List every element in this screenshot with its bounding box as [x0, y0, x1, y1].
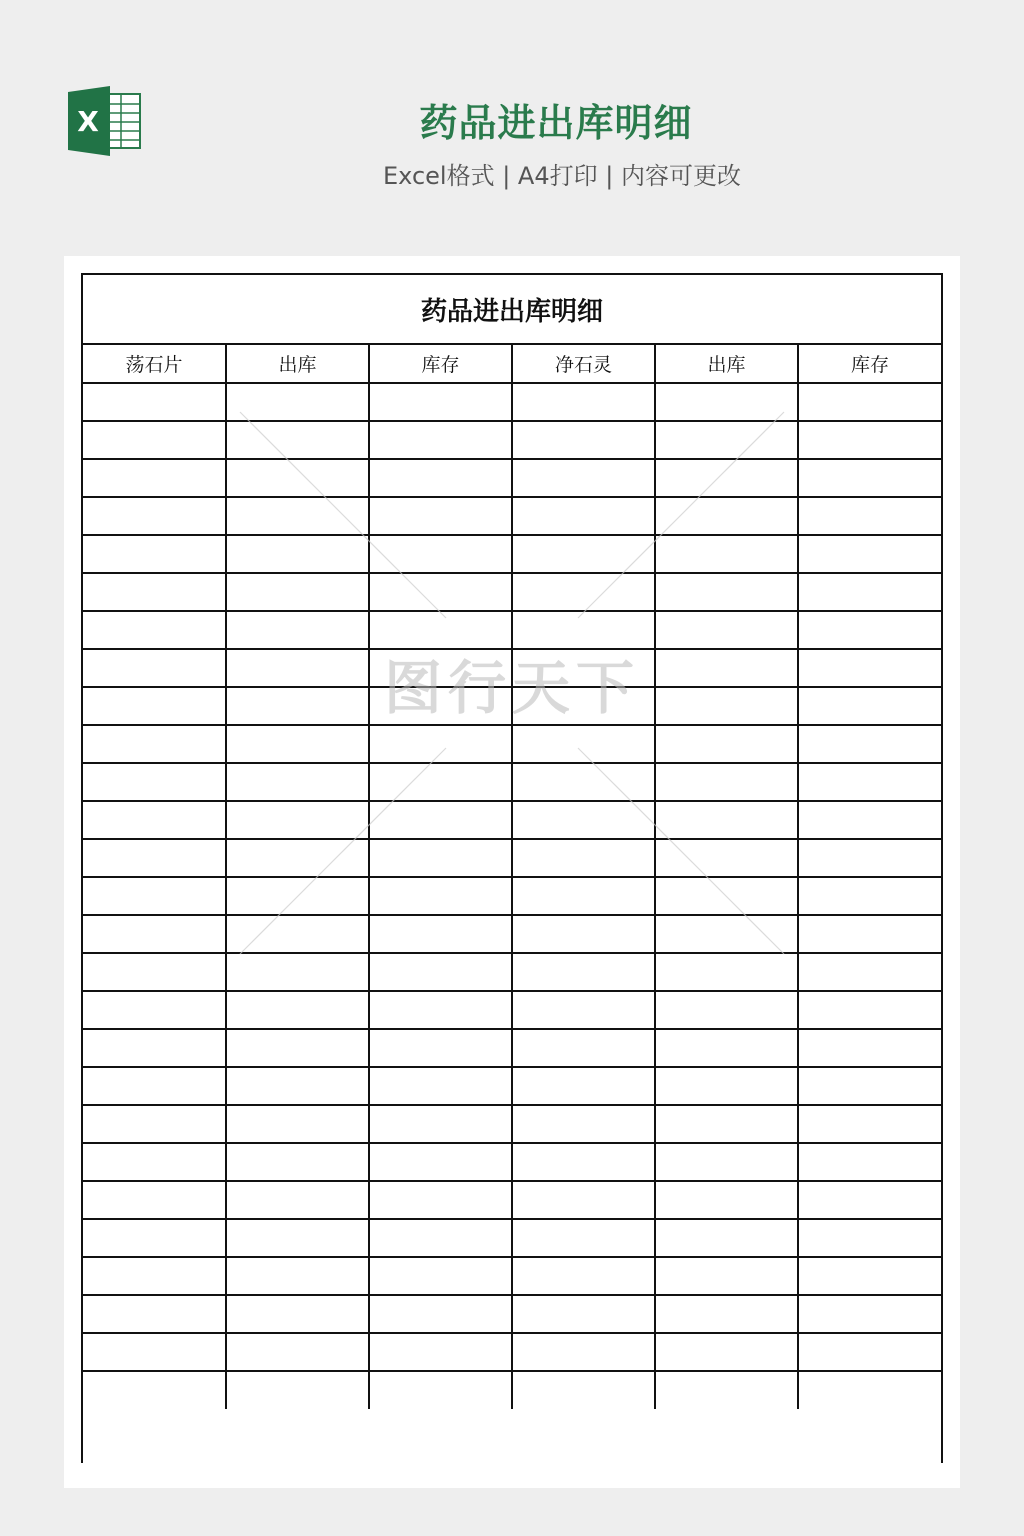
table-cell[interactable] [655, 1105, 798, 1143]
table-cell[interactable] [226, 611, 369, 649]
table-cell[interactable] [369, 497, 512, 535]
table-row [83, 421, 941, 459]
column-header: 库存 [369, 345, 512, 383]
watermark-text: 图行天下 [383, 654, 641, 722]
table-cell[interactable] [798, 1067, 941, 1105]
table-cell[interactable] [655, 611, 798, 649]
table-cell[interactable] [512, 991, 655, 1029]
table-row [83, 877, 941, 915]
table-cell[interactable] [512, 801, 655, 839]
table-cell[interactable] [512, 1067, 655, 1105]
table-cell[interactable] [655, 1295, 798, 1333]
table-cell[interactable] [226, 497, 369, 535]
table-cell[interactable] [369, 801, 512, 839]
table-cell[interactable] [83, 877, 226, 915]
table-cell[interactable] [655, 1333, 798, 1371]
table-row [83, 1295, 941, 1333]
column-header: 出库 [655, 345, 798, 383]
table-cell[interactable] [226, 1219, 369, 1257]
table-cell[interactable] [655, 915, 798, 953]
table-cell[interactable] [655, 1029, 798, 1067]
table-cell[interactable] [798, 915, 941, 953]
table-cell[interactable] [512, 649, 655, 687]
table-cell[interactable] [226, 1143, 369, 1181]
table-row [83, 611, 941, 649]
table-cell[interactable] [226, 839, 369, 877]
table-cell[interactable] [655, 497, 798, 535]
page-title: 药品进出库明细 [419, 101, 693, 145]
table-cell[interactable] [226, 1067, 369, 1105]
table-cell[interactable] [369, 1257, 512, 1295]
table-cell[interactable] [83, 1257, 226, 1295]
table-cell[interactable] [226, 649, 369, 687]
table-cell[interactable] [512, 1143, 655, 1181]
table-cell[interactable] [226, 383, 369, 421]
table-cell[interactable] [83, 1105, 226, 1143]
table-row [83, 649, 941, 687]
table-cell[interactable] [512, 839, 655, 877]
table-cell[interactable] [369, 1371, 512, 1409]
table-cell[interactable] [798, 687, 941, 725]
table-cell[interactable] [655, 839, 798, 877]
table-cell[interactable] [798, 383, 941, 421]
table-cell[interactable] [798, 1181, 941, 1219]
table-cell[interactable] [798, 725, 941, 763]
table-cell[interactable] [83, 1371, 226, 1409]
table-row [83, 915, 941, 953]
table-cell[interactable] [369, 725, 512, 763]
table-cell[interactable] [798, 1029, 941, 1067]
excel-icon [68, 86, 142, 156]
spreadsheet [81, 273, 943, 1463]
table-cell[interactable] [512, 1029, 655, 1067]
table-cell[interactable] [226, 535, 369, 573]
table-cell[interactable] [655, 953, 798, 991]
table-cell[interactable] [512, 1333, 655, 1371]
table-cell[interactable] [798, 991, 941, 1029]
table-cell[interactable] [512, 573, 655, 611]
table-cell[interactable] [83, 1067, 226, 1105]
table-cell[interactable] [369, 421, 512, 459]
excel-logo-letter: X [77, 105, 99, 138]
table-cell[interactable] [512, 1219, 655, 1257]
table-cell[interactable] [83, 497, 226, 535]
table-cell[interactable] [83, 421, 226, 459]
table-cell[interactable] [83, 1029, 226, 1067]
table-cell[interactable] [798, 1371, 941, 1409]
table-cell[interactable] [369, 915, 512, 953]
table-cell[interactable] [226, 687, 369, 725]
table-cell[interactable] [798, 801, 941, 839]
table-cell[interactable] [83, 1143, 226, 1181]
column-header: 库存 [798, 345, 941, 383]
table-cell[interactable] [83, 801, 226, 839]
table-cell[interactable] [655, 1181, 798, 1219]
table-cell[interactable] [369, 687, 512, 725]
table-row [83, 383, 941, 421]
table-cell[interactable] [83, 763, 226, 801]
table-row [83, 459, 941, 497]
table-cell[interactable] [655, 459, 798, 497]
table-cell[interactable] [369, 763, 512, 801]
table-cell[interactable] [226, 953, 369, 991]
table-cell[interactable] [226, 1029, 369, 1067]
table-cell[interactable] [798, 1257, 941, 1295]
table-cell[interactable] [226, 1257, 369, 1295]
table-cell[interactable] [83, 1333, 226, 1371]
table-row [83, 1143, 941, 1181]
table-cell[interactable] [369, 383, 512, 421]
page-subtitle: Excel格式 | A4打印 | 内容可更改 [383, 162, 741, 190]
table-cell[interactable] [83, 839, 226, 877]
table-cell[interactable] [798, 1333, 941, 1371]
table-cell[interactable] [655, 1219, 798, 1257]
table-cell[interactable] [226, 1105, 369, 1143]
table-cell[interactable] [369, 1295, 512, 1333]
table-row [83, 1029, 941, 1067]
table-cell[interactable] [512, 1295, 655, 1333]
column-header: 荡石片 [83, 345, 226, 383]
table-cell[interactable] [369, 459, 512, 497]
table-cell[interactable] [512, 1181, 655, 1219]
table-cell[interactable] [655, 763, 798, 801]
sheet-title: 药品进出库明细 [83, 275, 941, 345]
table-cell[interactable] [655, 421, 798, 459]
table-cell[interactable] [226, 877, 369, 915]
table-body [83, 383, 941, 1409]
table-cell[interactable] [83, 687, 226, 725]
table-cell[interactable] [798, 535, 941, 573]
column-header: 净石灵 [512, 345, 655, 383]
table-cell[interactable] [369, 877, 512, 915]
table-cell[interactable] [655, 535, 798, 573]
table-cell[interactable] [226, 801, 369, 839]
table-cell[interactable] [83, 1181, 226, 1219]
table-row [83, 497, 941, 535]
table-cell[interactable] [512, 915, 655, 953]
table-cell[interactable] [655, 1067, 798, 1105]
table-row [83, 801, 941, 839]
table-cell[interactable] [369, 1029, 512, 1067]
table-cell[interactable] [83, 991, 226, 1029]
table-cell[interactable] [226, 1295, 369, 1333]
table-cell[interactable] [512, 383, 655, 421]
table-cell[interactable] [83, 535, 226, 573]
column-header: 出库 [226, 345, 369, 383]
table-cell[interactable] [798, 1143, 941, 1181]
inventory-table [83, 345, 941, 1409]
table-cell[interactable] [655, 801, 798, 839]
table-cell[interactable] [369, 839, 512, 877]
table-cell[interactable] [83, 383, 226, 421]
table-row [83, 1257, 941, 1295]
table-cell[interactable] [655, 383, 798, 421]
table-cell[interactable] [226, 573, 369, 611]
table-row [83, 1181, 941, 1219]
table-cell[interactable] [798, 839, 941, 877]
table-cell[interactable] [512, 1257, 655, 1295]
table-cell[interactable] [369, 1181, 512, 1219]
table-cell[interactable] [226, 1181, 369, 1219]
table-cell[interactable] [369, 649, 512, 687]
table-cell[interactable] [512, 953, 655, 991]
table-cell[interactable] [83, 573, 226, 611]
table-cell[interactable] [798, 763, 941, 801]
table-row [83, 725, 941, 763]
table-cell[interactable] [83, 953, 226, 991]
table-cell[interactable] [512, 877, 655, 915]
table-cell[interactable] [512, 687, 655, 725]
table-cell[interactable] [83, 725, 226, 763]
table-row [83, 839, 941, 877]
table-row [83, 535, 941, 573]
table-row [83, 573, 941, 611]
table-cell[interactable] [369, 535, 512, 573]
table-cell[interactable] [655, 687, 798, 725]
table-cell[interactable] [798, 1105, 941, 1143]
table-cell[interactable] [369, 1105, 512, 1143]
table-cell[interactable] [369, 1333, 512, 1371]
table-cell[interactable] [798, 497, 941, 535]
table-cell[interactable] [83, 1295, 226, 1333]
table-cell[interactable] [226, 1333, 369, 1371]
table-row [83, 991, 941, 1029]
table-cell[interactable] [226, 763, 369, 801]
table-row [83, 687, 941, 725]
table-row [83, 1105, 941, 1143]
table-cell[interactable] [798, 649, 941, 687]
table-cell[interactable] [226, 421, 369, 459]
table-cell[interactable] [655, 573, 798, 611]
table-cell[interactable] [512, 725, 655, 763]
header-row [83, 345, 941, 383]
table-cell[interactable] [369, 1219, 512, 1257]
table-cell[interactable] [369, 1067, 512, 1105]
table-cell[interactable] [798, 421, 941, 459]
table-cell[interactable] [369, 953, 512, 991]
table-cell[interactable] [512, 421, 655, 459]
table-cell[interactable] [655, 1371, 798, 1409]
table-cell[interactable] [512, 1371, 655, 1409]
table-cell[interactable] [512, 763, 655, 801]
table-cell[interactable] [655, 1143, 798, 1181]
table-cell[interactable] [226, 459, 369, 497]
table-cell[interactable] [798, 611, 941, 649]
table-cell[interactable] [369, 991, 512, 1029]
table-cell[interactable] [798, 573, 941, 611]
table-cell[interactable] [798, 1295, 941, 1333]
table-cell[interactable] [369, 611, 512, 649]
table-cell[interactable] [83, 611, 226, 649]
table-cell[interactable] [369, 573, 512, 611]
table-cell[interactable] [369, 1143, 512, 1181]
table-cell[interactable] [655, 877, 798, 915]
table-row [83, 1371, 941, 1409]
table-cell[interactable] [798, 877, 941, 915]
table-cell[interactable] [512, 1105, 655, 1143]
table-cell[interactable] [226, 991, 369, 1029]
table-cell[interactable] [512, 535, 655, 573]
table-cell[interactable] [798, 1219, 941, 1257]
table-row [83, 1333, 941, 1371]
table-cell[interactable] [512, 497, 655, 535]
table-cell[interactable] [798, 459, 941, 497]
table-cell[interactable] [226, 725, 369, 763]
table-cell[interactable] [226, 1371, 369, 1409]
table-cell[interactable] [798, 953, 941, 991]
table-cell[interactable] [83, 1219, 226, 1257]
table-row [83, 1219, 941, 1257]
table-cell[interactable] [226, 915, 369, 953]
table-row [83, 953, 941, 991]
table-cell[interactable] [512, 459, 655, 497]
table-cell[interactable] [512, 611, 655, 649]
table-cell[interactable] [655, 1257, 798, 1295]
table-cell[interactable] [83, 459, 226, 497]
table-cell[interactable] [655, 991, 798, 1029]
table-row [83, 763, 941, 801]
table-cell[interactable] [83, 649, 226, 687]
table-cell[interactable] [655, 725, 798, 763]
table-cell[interactable] [83, 915, 226, 953]
table-cell[interactable] [655, 649, 798, 687]
table-row [83, 1067, 941, 1105]
